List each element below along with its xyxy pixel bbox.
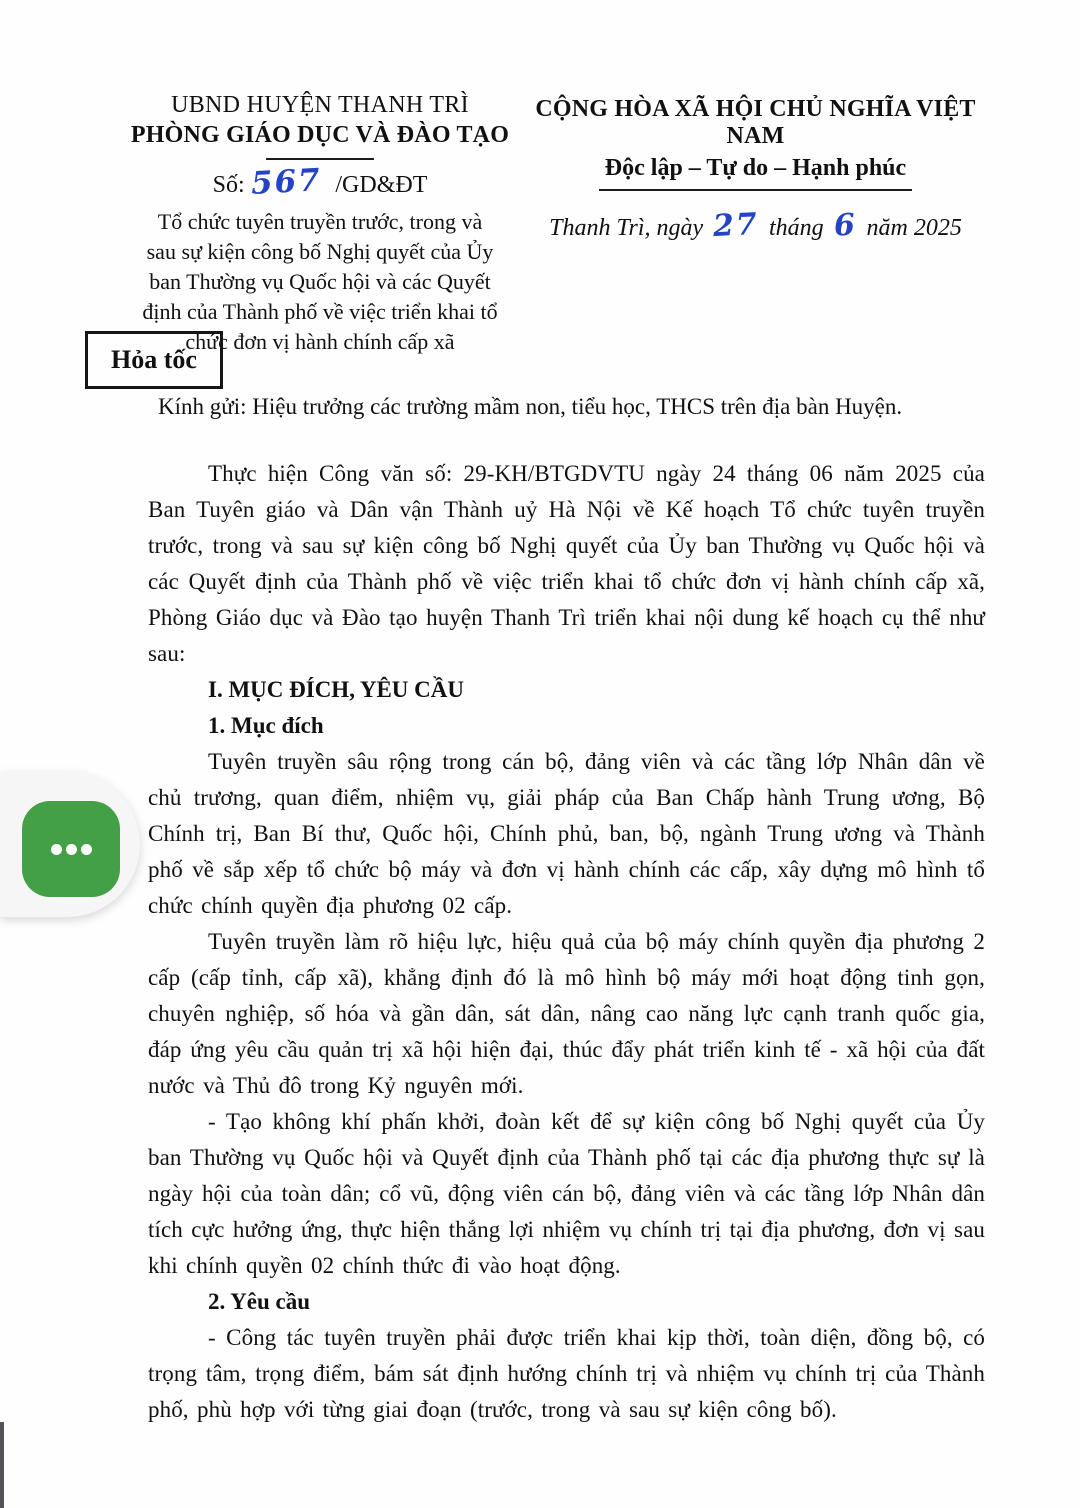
document-number-prefix: Số:	[212, 172, 245, 198]
dateline-month-handwritten: 6	[832, 207, 858, 244]
subsection-heading: 1. Mục đích	[208, 713, 324, 738]
paragraph: Tuyên truyền làm rõ hiệu lực, hiệu quả của bộ máy chính quyền địa phương 2 cấp (cấp tỉnh, cấp xã), khẳng định đó là mô hình bộ máy mới hoạt động tinh gọn, chuyên nghiệp, số hóa và gần dân, sát dân, nâng cao năng lực cạnh tranh quốc gia, đáp ứng yêu cầu quản trị xã hội hiện đại, thúc đẩy phát triển kinh tế - xã hội của đất nước và Thủ đô trong Kỷ nguyên mới.	[148, 929, 985, 1098]
paragraph: - Công tác tuyên truyền phải được triển khai kịp thời, toàn diện, đồng bộ, có trọng tâm, trọng điểm, bám sát định hướng chính trị và nhiệm vụ chính trị của Thành phố, phù hợp với từng giai đoạn (trước, trong và sau sự kiện công bố).	[148, 1325, 985, 1422]
dateline-day-handwritten: 27	[712, 206, 760, 245]
subsection-heading: 2. Yêu cầu	[208, 1289, 311, 1314]
more-button[interactable]	[22, 801, 120, 897]
ellipsis-icon	[51, 844, 92, 855]
national-header	[508, 96, 1003, 245]
paragraph: Thực hiện Công văn số: 29-KH/BTGDVTU ngày 24 tháng 06 năm 2025 của Ban Tuyên giáo và Dân vận Thành uỷ Hà Nội về Kế hoạch Tổ chức tuyên truyền trước, trong và sau sự kiện công bố Nghị quyết của Ủy ban Thường vụ Quốc hội và các Quyết định của Thành phố về việc triển khai tổ chức đơn vị hành chính cấp xã, Phòng Giáo dục và Đào tạo huyện Thanh Trì triển khai nội dung kế hoạch cụ thể như sau:	[148, 461, 985, 666]
national-title: CỘNG HÒA XÃ HỘI CHỦ NGHĨA VIỆT NAM	[535, 96, 976, 149]
issuer-parent-org: UBND HUYỆN THANH TRÌ	[171, 92, 469, 118]
subject-line: chức đơn vị hành chính cấp xã	[185, 329, 455, 354]
place-date-line	[508, 206, 1003, 245]
subject-line: định của Thành phố về việc triển khai tổ	[142, 299, 498, 324]
urgency-stamp	[85, 331, 223, 389]
document-number-line	[95, 162, 545, 202]
document-number-handwritten: 567	[249, 162, 323, 202]
scan-edge-artifact	[0, 1422, 4, 1508]
national-motto: Độc lập – Tự do – Hạnh phúc	[599, 155, 912, 191]
issuer-org: PHÒNG GIÁO DỤC VÀ ĐÀO TẠO	[130, 122, 510, 148]
document-text	[148, 456, 985, 1428]
section-heading: I. MỤC ĐÍCH, YÊU CẦU	[208, 677, 464, 702]
floating-more-button-container	[0, 772, 140, 917]
salutation-line: Kính gửi: Hiệu trưởng các trường mầm non, tiểu học, THCS trên địa bàn Huyện.	[158, 394, 903, 419]
paragraph: - Tạo không khí phấn khởi, đoàn kết để sự kiện công bố Nghị quyết của Ủy ban Thường vụ Quốc hội và Quyết định của Thành phố tại các địa phương thực sự là ngày hội của toàn dân; cổ vũ, động viên cán bộ, đảng viên và các tầng lớp Nhân dân tích cực hưởng ứng, thực hiện thắng lợi nhiệm vụ chính trị tại địa phương, đơn vị sau khi chính quyền 02 chính thức đi vào hoạt động.	[148, 1109, 985, 1278]
subject-line: Tổ chức tuyên truyền trước, trong và	[157, 209, 483, 234]
document-body	[0, 392, 1080, 1428]
paragraph: Tuyên truyền sâu rộng trong cán bộ, đảng viên và các tầng lớp Nhân dân về chủ trương, quan điểm, nhiệm vụ, giải pháp của Ban Chấp hành Trung ương, Bộ Chính trị, Ban Bí thư, Quốc hội, Chính phủ, ban, bộ, ngành Trung ương và Thành phố về sắp xếp tổ chức bộ máy và đơn vị hành chính các cấp, xây dựng mô hình tổ chức chính quyền địa phương 02 cấp.	[148, 749, 985, 918]
document-number-suffix: /GD&ĐT	[335, 172, 428, 198]
issuer-header	[95, 92, 545, 357]
issuer-divider	[266, 158, 374, 160]
subject-line: sau sự kiện công bố Nghị quyết của Ủy	[146, 239, 494, 264]
urgency-stamp-label: Hỏa tốc	[111, 345, 197, 374]
dateline-infix: tháng	[768, 215, 824, 241]
subject-line: ban Thường vụ Quốc hội và các Quyết	[149, 269, 491, 294]
dateline-prefix: Thanh Trì, ngày	[549, 215, 704, 241]
dateline-suffix: năm 2025	[866, 215, 962, 241]
